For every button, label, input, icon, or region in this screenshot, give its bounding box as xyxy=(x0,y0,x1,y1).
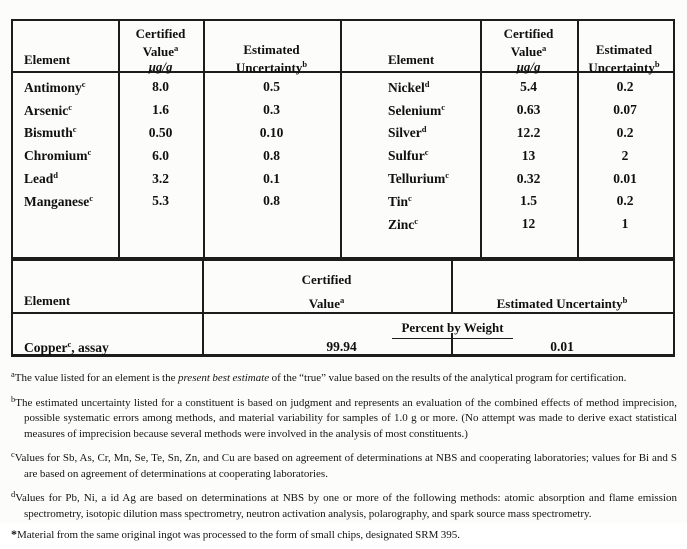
footnote-ref: d xyxy=(424,78,430,89)
element-cell xyxy=(340,124,480,141)
footnote-ref: c xyxy=(408,192,412,203)
element-cell xyxy=(13,124,118,141)
certified-label: Certified xyxy=(135,26,186,41)
trace-elements-table xyxy=(11,19,675,259)
uncertainty-cell: 1 xyxy=(621,216,629,232)
uncertainty-cell: 0.01 xyxy=(550,339,574,354)
certified-value-cell: 1.6 xyxy=(152,102,169,118)
uncertainty-cell: 0.2 xyxy=(616,79,634,95)
element-cell xyxy=(340,147,480,164)
element-column-header: Element xyxy=(24,52,71,67)
element-column-header: Element xyxy=(24,293,71,308)
uncertainty-label: Uncertainty xyxy=(235,60,303,75)
certified-value-column-header xyxy=(480,26,577,74)
element-name: Tin xyxy=(388,193,409,209)
footnote-ref: c xyxy=(72,124,77,135)
footnote-ref-a: a xyxy=(174,43,179,53)
element-name: Arsenic xyxy=(24,102,69,118)
estimated-uncertainty-label: Estimated Uncertainty xyxy=(496,296,623,311)
table-row xyxy=(340,144,673,167)
table-row xyxy=(340,190,673,213)
element-cell xyxy=(340,102,480,119)
element-name: Sulfur xyxy=(388,148,425,164)
right-element-list xyxy=(340,73,673,236)
uncertainty-cell: 0.8 xyxy=(263,193,280,209)
estimated-label: Estimated xyxy=(595,42,653,57)
element-name: Manganese xyxy=(24,193,90,209)
certified-value-cell: 3.2 xyxy=(152,170,169,186)
footnote-ref: d xyxy=(421,124,427,135)
footnote-c xyxy=(11,447,677,482)
certified-value-cell: 12.2 xyxy=(516,124,541,140)
footnote-text: The estimated uncertainty listed for a constituent is based on judgment and represents an evaluation of the combined effects of method imprecision, possible systematic errors among methods, and material variability for samples of 1.0 g or more. (No attempt was made to derive exact statistical measures of imprecision because several methods were involved in the analysis of most constituents.) xyxy=(15,396,677,440)
footnote-ref-b: b xyxy=(302,59,308,69)
copper-assay-table xyxy=(11,259,675,357)
element-cell xyxy=(13,79,118,96)
certified-value-cell: 8.0 xyxy=(152,79,169,95)
footnote-ref: d xyxy=(53,170,58,181)
uncertainty-cell: 0.8 xyxy=(263,147,280,163)
uncertainty-column-header xyxy=(203,42,340,75)
assay-suffix: , assay xyxy=(71,339,109,355)
uncertainty-cell: 2 xyxy=(621,147,629,163)
uncertainty-cell: 0.2 xyxy=(616,193,634,209)
footnote-ref: c xyxy=(424,147,429,158)
copper-assay-row xyxy=(13,337,673,357)
element-name: Nickel xyxy=(388,79,425,95)
table-row xyxy=(13,99,340,122)
footnote-ref-a: a xyxy=(340,295,345,305)
uncertainty-cell: 0.10 xyxy=(259,124,284,140)
certified-value-cell: 5.3 xyxy=(152,193,169,209)
estimated-label: Estimated xyxy=(243,42,300,57)
certified-value-cell: 5.4 xyxy=(520,79,537,95)
element-cell xyxy=(13,102,118,119)
footnote-b xyxy=(11,392,677,443)
certified-value-cell: 0.32 xyxy=(516,170,541,186)
footnotes-section xyxy=(11,367,677,549)
element-name: Silver xyxy=(388,125,422,141)
certified-value-column-header xyxy=(202,269,451,314)
table-row xyxy=(340,76,673,99)
certified-value-cell: 6.0 xyxy=(152,147,169,163)
element-name: Copper xyxy=(24,339,68,355)
uncertainty-cell: 0.07 xyxy=(613,102,637,118)
value-label: Value xyxy=(308,296,341,311)
table-row xyxy=(13,190,340,213)
unit-label: µg/g xyxy=(516,59,541,74)
unit-label: µg/g xyxy=(148,59,173,74)
element-name: Lead xyxy=(24,171,54,187)
footnote-a xyxy=(11,367,677,387)
uncertainty-cell: 0.01 xyxy=(613,170,637,186)
value-label: Value xyxy=(510,44,543,59)
certified-value-cell: 0.63 xyxy=(516,102,541,118)
uncertainty-cell: 0.5 xyxy=(263,79,280,95)
table-row xyxy=(13,76,340,99)
footnote-text: Values for Pb, Ni, a id Ag are based on determinations at NBS by one or more of the following methods: atomic absorption and flame emission spectrometry, isotopic dilution mass spectrometry, neutron activation analysis, polarography, and spark source mass spectrometry. xyxy=(15,492,677,520)
footnote-ref: c xyxy=(81,78,86,89)
footnote-d xyxy=(11,487,677,522)
uncertainty-column-header xyxy=(451,293,673,311)
certified-label: Certified xyxy=(301,272,352,287)
element-cell xyxy=(340,170,480,187)
uncertainty-cell: 0.3 xyxy=(263,102,280,118)
footnote-marker: c xyxy=(11,449,15,459)
element-cell xyxy=(340,216,480,233)
footnote-ref-a: a xyxy=(542,43,547,53)
table-row xyxy=(340,213,673,236)
footnote-marker: d xyxy=(11,489,16,499)
footnote-ref: c xyxy=(445,170,450,181)
footnote-text: Material from the same original ingot was processed to the form of small chips, designated SRM 395. xyxy=(17,529,461,541)
element-name: Tellurium xyxy=(388,171,446,187)
footnote-ref: c xyxy=(89,192,94,203)
uncertainty-label: Uncertainty xyxy=(588,60,655,75)
footnote-ref: c xyxy=(414,215,419,226)
element-name: Chromium xyxy=(24,148,88,164)
table-row xyxy=(340,99,673,122)
element-name: Bismuth xyxy=(24,125,73,141)
footnote-italic-text: present best estimate xyxy=(177,372,270,384)
certified-value-cell: 99.94 xyxy=(326,339,357,354)
element-cell xyxy=(13,147,118,164)
footnote-ref: c xyxy=(68,101,73,112)
footnote-marker: * xyxy=(11,527,17,541)
footnote-text: of the “true” value based on the results of the analytical program for certification. xyxy=(269,372,627,384)
element-name: Antimony xyxy=(24,79,82,95)
certified-label: Certified xyxy=(503,26,554,41)
element-cell xyxy=(340,193,480,210)
left-element-list xyxy=(13,73,340,213)
table-row xyxy=(13,167,340,190)
table-row xyxy=(340,167,673,190)
footnote-ref-b: b xyxy=(622,295,628,305)
certified-value-cell: 12 xyxy=(521,216,536,232)
element-cell xyxy=(13,339,202,356)
element-cell xyxy=(13,170,118,187)
element-cell xyxy=(13,193,118,210)
uncertainty-cell: 0.1 xyxy=(263,170,280,186)
element-column-header: Element xyxy=(388,52,435,67)
certified-value-cell: 13 xyxy=(521,147,536,163)
footnote-text: Values for Sb, As, Cr, Mn, Se, Te, Sn, Zn, and Cu are based on agreement of determinations at NBS and cooperating laboratories; values for Bi and S are based on agreement of determinations at cooperating laboratories. xyxy=(14,452,677,480)
footnote-ref: c xyxy=(441,101,446,112)
footnote-marker: a xyxy=(11,369,15,379)
uncertainty-column-header xyxy=(577,42,671,75)
footnote-text: The value listed for an element is the xyxy=(14,372,178,384)
certified-value-cell: 1.5 xyxy=(520,193,537,209)
percent-by-weight-label: Percent by Weight xyxy=(392,320,512,339)
footnote-star xyxy=(11,527,677,544)
percent-by-weight-heading xyxy=(232,319,673,339)
certified-value-column-header xyxy=(118,26,203,74)
footnote-ref-b: b xyxy=(654,59,660,69)
uncertainty-cell: 0.2 xyxy=(616,124,634,140)
footnote-marker: b xyxy=(11,393,16,404)
element-name: Zinc xyxy=(388,216,415,232)
table-row xyxy=(340,122,673,145)
table-row xyxy=(13,144,340,167)
value-label: Value xyxy=(142,44,175,59)
footnote-ref: c xyxy=(67,338,72,349)
element-cell xyxy=(340,79,480,96)
table-row xyxy=(13,122,340,145)
element-name: Selenium xyxy=(388,102,442,118)
footnote-ref: c xyxy=(87,147,92,158)
certified-value-cell: 0.50 xyxy=(148,124,173,140)
